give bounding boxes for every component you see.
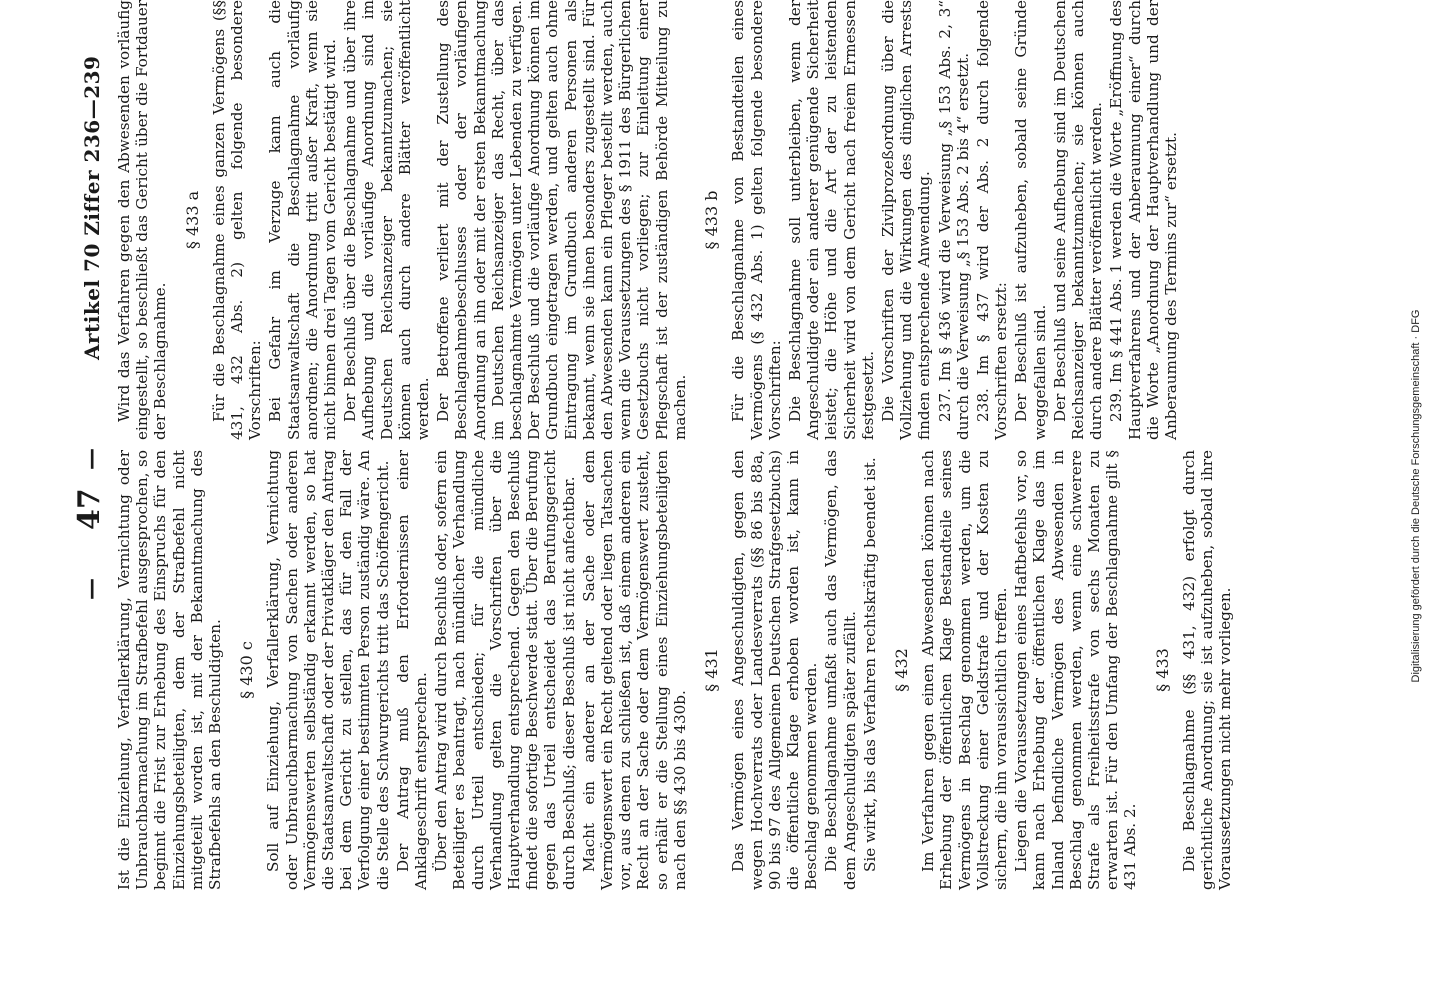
paragraph: Für die Beschlagnahme von Bestandteilen eines Vermögens (§ 432 Abs. 1) gelten folgende besondere Vorschriften: <box>729 0 784 440</box>
section-heading: § 433 b <box>702 190 722 250</box>
paragraph: Der Antrag muß den Erfordernissen einer Anklageschrift entsprechen. <box>393 450 431 890</box>
paragraph: Sie wirkt, bis das Verfahren rechtskräftig beendet ist. <box>860 457 879 872</box>
left-column <box>115 450 1236 890</box>
paragraph: Der Beschluß über die Beschlagnahme und über ihre Aufhebung und die vorläufige Anordnung sind im Deutschen Reichsanzeiger bekanntzumachen; sie können auch durch andere Blätter veröffentlicht werden. <box>341 0 433 440</box>
digitization-credit <box>1406 0 1432 1000</box>
paragraph: Im Verfahren gegen einen Abwesenden können nach Erhebung der öffentlichen Klage Bestandteile seines Vermögens in Beschlag genommen werden, um die Vollstreckung einer Geldstrafe und der Kosten zu sichern, die ihn voraussichtlich treffen. <box>919 450 1010 890</box>
paragraph: Die Beschlagnahme soll unterbleiben, wenn der Angeschuldigte oder ein anderer genügende Sicherheit leistet; die Höhe und die Art der zu leistenden Sicherheit wird von dem Gericht nach freiem Ermessen festgesetzt. <box>785 0 877 440</box>
numbered-item: 237. Im § 436 wird die Verweisung „§ 153 Abs. 2, 3“ durch die Verweisung „§ 153 Abs. 2 bis 4“ ersetzt. <box>935 0 972 440</box>
page-number: 47 <box>72 488 107 530</box>
paragraph: Die Vorschriften der Zivilprozeßordnung über die Vollziehung und die Wirkungen des dinglichen Arrests finden entsprechende Anwendung. <box>878 0 934 440</box>
paragraph: Wird das Verfahren gegen den Abwesenden vorläufig eingestellt, so beschließt das Gericht über die Fortdauer der Beschlagnahme. <box>115 0 170 440</box>
numbered-item: 239. Im § 441 Abs. 1 werden die Worte „Eröffnung des Hauptverfahrens und der Anberaumung einer“ durch die Worte „Anordnung der Hauptverhandlung und der Anberaumung des Termins zur“ ersetzt. <box>1107 0 1180 440</box>
paragraph: Der Beschluß und seine Aufhebung sind im Deutschen Reichsanzeiger bekanntzumachen; sie können auch durch andere Blätter veröffentlicht werden. <box>1050 0 1106 440</box>
section-heading: § 432 <box>891 648 911 692</box>
paragraph: Der Betroffene verliert mit der Zustellung des Beschlagnahmebeschlusses oder der vorläufigen Anordnung an ihn oder mit der ersten Bekanntmachung im Deutschen Reichsanzeiger das Recht, über das beschlagnahmte Vermögen unter Lebenden zu verfügen. Der Beschluß und die vorläufige Anordnung können im Grundbuch eingetragen werden, und gelten auch ohne Eintragung im Grundbuch anderen Personen als bekannt, wenn sie ihnen besonders zugestellt sind. Für den Abwesenden kann ein Pfleger bestellt werden, auch wenn die Voraussetzungen des § 1911 des Bürgerlichen Gesetzbuchs nicht vorliegen; zur Einleitung einer Pflegschaft ist der zuständigen Behörde Mitteilung zu machen. <box>434 0 689 440</box>
right-column <box>115 0 1182 440</box>
paragraph: Soll auf Einziehung, Verfallerklärung, Vernichtung oder Unbrauchbarmachung von Sachen oder anderen Vermögenswerten selbständig erkannt werden, so hat die Staatsanwaltschaft oder der Privatkläger den Antrag bei dem Gericht zu stellen, das für den Fall der Verfolgung einer bestimmten Person zuständig wäre. An die Stelle des Schwurgerichts tritt das Schöffengericht. <box>264 450 392 890</box>
paragraph: Liegen die Voraussetzungen eines Haftbefehls vor, so kann nach Erhebung der öffentlichen Klage das im Inland befindliche Vermögen des Abwesenden in Beschlag genommen werden, wenn eine schwerere Strafe als Freiheitsstrafe von sechs Monaten zu erwarten ist. Für den Umfang der Beschlagnahme gilt § 431 Abs. 2. <box>1012 450 1140 890</box>
paragraph: Die Beschlagnahme umfaßt auch das Vermögen, das dem Angeschuldigten später zufällt. <box>822 450 859 890</box>
section-heading: § 433 a <box>182 190 202 250</box>
paragraph: Das Vermögen eines Angeschuldigten, gegen den wegen Hochverrats oder Landesverrats (§§ 86 bis 88a, 90 bis 97 des Allgemeinen Deutschen Strafgesetzbuchs) die öffentliche Klage erhoben worden ist, kann in Beschlag genommen werden. <box>729 450 821 890</box>
header-dash-right: — <box>78 448 104 470</box>
paragraph: Die Beschlagnahme (§§ 431, 432) erfolgt durch gerichtliche Anordnung; sie ist aufzuheben, sobald ihre Voraussetzungen nicht mehr vorliegen. <box>1179 450 1235 890</box>
section-heading: § 430 c <box>237 641 257 699</box>
section-heading: § 431 <box>702 648 722 692</box>
running-title: Artikel 70 Ziffer 236—239 <box>80 55 104 360</box>
paragraph: Bei Gefahr im Verzuge kann auch die Staatsanwaltschaft die Beschlagnahme vorläufig anordnen; die Anordnung tritt außer Kraft, wenn sie nicht binnen drei Tagen vom Gericht bestätigt wird. <box>266 0 340 440</box>
paragraph: Der Beschluß ist aufzuheben, sobald seine Gründe weggefallen sind. <box>1012 0 1049 440</box>
section-heading: § 433 <box>1152 648 1172 692</box>
paragraph: Über den Antrag wird durch Beschluß oder, sofern ein Beteiligter es beantragt, nach mündlicher Verhandlung durch Urteil entschieden; für die mündliche Verhandlung gelten die Vorschriften über die Hauptverhandlung entsprechend. Gegen den Beschluß findet die sofortige Beschwerde statt. Über die Berufung gegen das Urteil entscheidet das Berufungsgericht durch Beschluß; dieser Beschluß ist nicht anfechtbar. <box>432 450 578 890</box>
paragraph: Macht ein anderer an der Sache oder dem Vermögenswert ein Recht geltend oder liegen Tatsachen vor, aus denen zu schließen ist, daß einem anderen ein Recht an der Sache oder dem Vermögenswert zusteht, so erhält er die Stellung eines Einziehungsbeteiligten nach den §§ 430 bis 430b. <box>579 450 689 890</box>
numbered-item: 238. Im § 437 wird der Abs. 2 durch folgende Vorschriften ersetzt: <box>973 0 1011 440</box>
paragraph: Für die Beschlagnahme eines ganzen Vermögens (§§ 431, 432 Abs. 2) gelten folgende besondere Vorschriften: <box>209 0 265 440</box>
header-dash-left: — <box>78 578 104 600</box>
page-header <box>70 0 110 1000</box>
credit-text: Digitalisierung gefördert durch die Deutsche Forschungsgemeinschaft · DFG <box>1410 309 1422 683</box>
paragraph: Ist die Einziehung, Verfallerklärung, Vernichtung oder Unbrauchbarmachung im Strafbefehl ausgesprochen, so beginnt die Frist zur Erhebung des Einspruchs für den Einziehungsbeteiligten, dem der Strafbefehl nicht mitgeteilt worden ist, mit der Bekanntmachung des Strafbefehls an den Beschuldigten. <box>115 450 225 890</box>
